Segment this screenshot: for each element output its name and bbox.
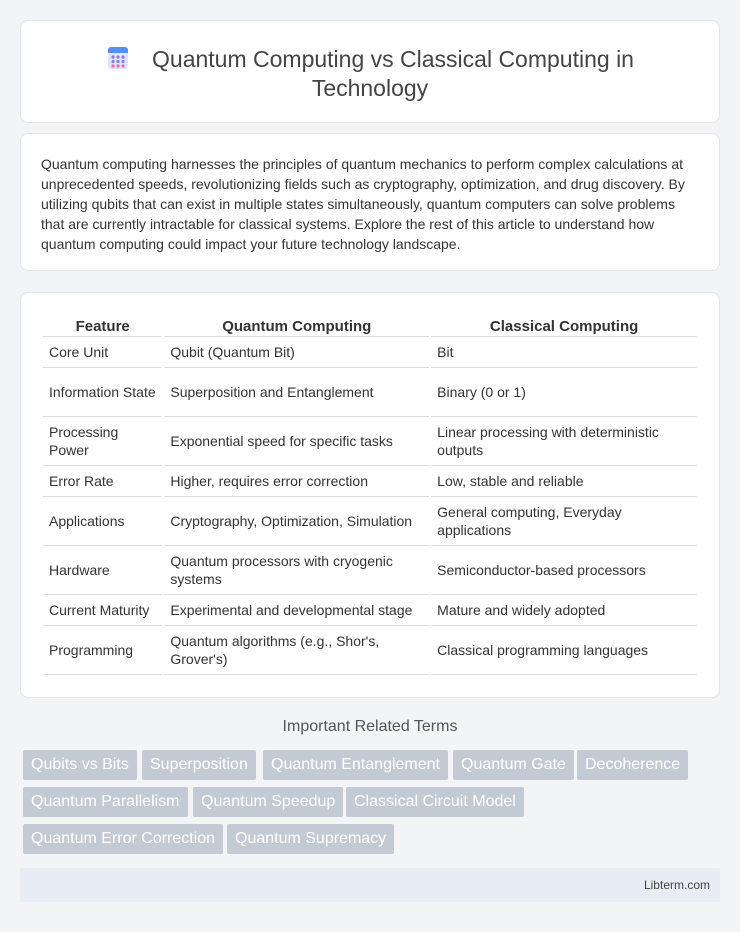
tag-quantum-parallelism[interactable]: Quantum Parallelism: [23, 787, 188, 817]
classical-cell: Bit: [431, 337, 697, 368]
classical-cell: Classical programming languages: [431, 626, 697, 675]
tag-quantum-gate[interactable]: Quantum Gate: [453, 750, 574, 780]
feature-cell: Core Unit: [43, 337, 162, 368]
quantum-cell: Higher, requires error correction: [164, 466, 429, 497]
table-row: [43, 626, 697, 675]
related-terms-heading: Important Related Terms: [282, 718, 458, 735]
classical-cell: Binary (0 or 1): [431, 368, 697, 417]
tag-classical-circuit-model[interactable]: Classical Circuit Model: [346, 787, 524, 817]
classical-cell: Low, stable and reliable: [431, 466, 697, 497]
feature-cell: Current Maturity: [43, 595, 162, 626]
classical-cell: Semiconductor-based processors: [431, 546, 697, 595]
feature-cell: Processing Power: [43, 417, 162, 466]
feature-cell: Hardware: [43, 546, 162, 595]
table-row: [43, 417, 697, 466]
tag-quantum-error-correction[interactable]: Quantum Error Correction: [23, 824, 223, 854]
tag-quantum-speedup[interactable]: Quantum Speedup: [193, 787, 343, 817]
quantum-cell: Exponential speed for specific tasks: [164, 417, 429, 466]
tag-qubits-vs-bits[interactable]: Qubits vs Bits: [23, 750, 137, 780]
page-title: [21, 45, 719, 103]
feature-cell: Applications: [43, 497, 162, 546]
quantum-cell: Experimental and developmental stage: [164, 595, 429, 626]
footer-bar: [20, 868, 720, 902]
table-header-row: [43, 315, 697, 337]
table-row: [43, 497, 697, 546]
tag-quantum-entanglement[interactable]: Quantum Entanglement: [263, 750, 448, 780]
feature-cell: Error Rate: [43, 466, 162, 497]
title-card: [20, 20, 720, 123]
comparison-table: [41, 315, 699, 675]
table-row: [43, 337, 697, 368]
table-row: [43, 595, 697, 626]
intro-card: [20, 133, 720, 271]
quantum-cell: Quantum processors with cryogenic systems: [164, 546, 429, 595]
footer-brand[interactable]: Libterm.com: [643, 878, 710, 892]
quantum-cell: Quantum algorithms (e.g., Shor's, Grover's): [164, 626, 429, 675]
title-line-1: Quantum Computing vs Classical Computing in: [152, 46, 634, 72]
table-row: [43, 546, 697, 595]
title-line-2: Technology: [311, 75, 429, 101]
tag-quantum-supremacy[interactable]: Quantum Supremacy: [227, 824, 394, 854]
table-grid-icon: [106, 46, 130, 70]
header-quantum: Quantum Computing: [164, 315, 429, 337]
intro-paragraph: Quantum computing harnesses the principles of quantum mechanics to perform complex calculations at unprecedented speeds, revolutionizing fields such as cryptography, optimization, and drug discovery. By utilizing qubits that can exist in multiple states simultaneously, quantum computers can solve problems that are currently intractable for classical systems. Explore the rest of this article to understand how quantum computing could impact your future technology landscape.: [41, 156, 685, 252]
classical-cell: Linear processing with deterministic outputs: [431, 417, 697, 466]
feature-cell: Programming: [43, 626, 162, 675]
tag-superposition[interactable]: Superposition: [142, 750, 256, 780]
tag-decoherence[interactable]: Decoherence: [577, 750, 688, 780]
header-feature: Feature: [43, 315, 162, 337]
table-row: [43, 368, 697, 417]
quantum-cell: Qubit (Quantum Bit): [164, 337, 429, 368]
feature-cell: Information State: [43, 368, 162, 417]
classical-cell: General computing, Everyday applications: [431, 497, 697, 546]
quantum-cell: Cryptography, Optimization, Simulation: [164, 497, 429, 546]
header-classical: Classical Computing: [431, 315, 697, 337]
classical-cell: Mature and widely adopted: [431, 595, 697, 626]
comparison-card: [20, 292, 720, 698]
table-row: [43, 466, 697, 497]
quantum-cell: Superposition and Entanglement: [164, 368, 429, 417]
